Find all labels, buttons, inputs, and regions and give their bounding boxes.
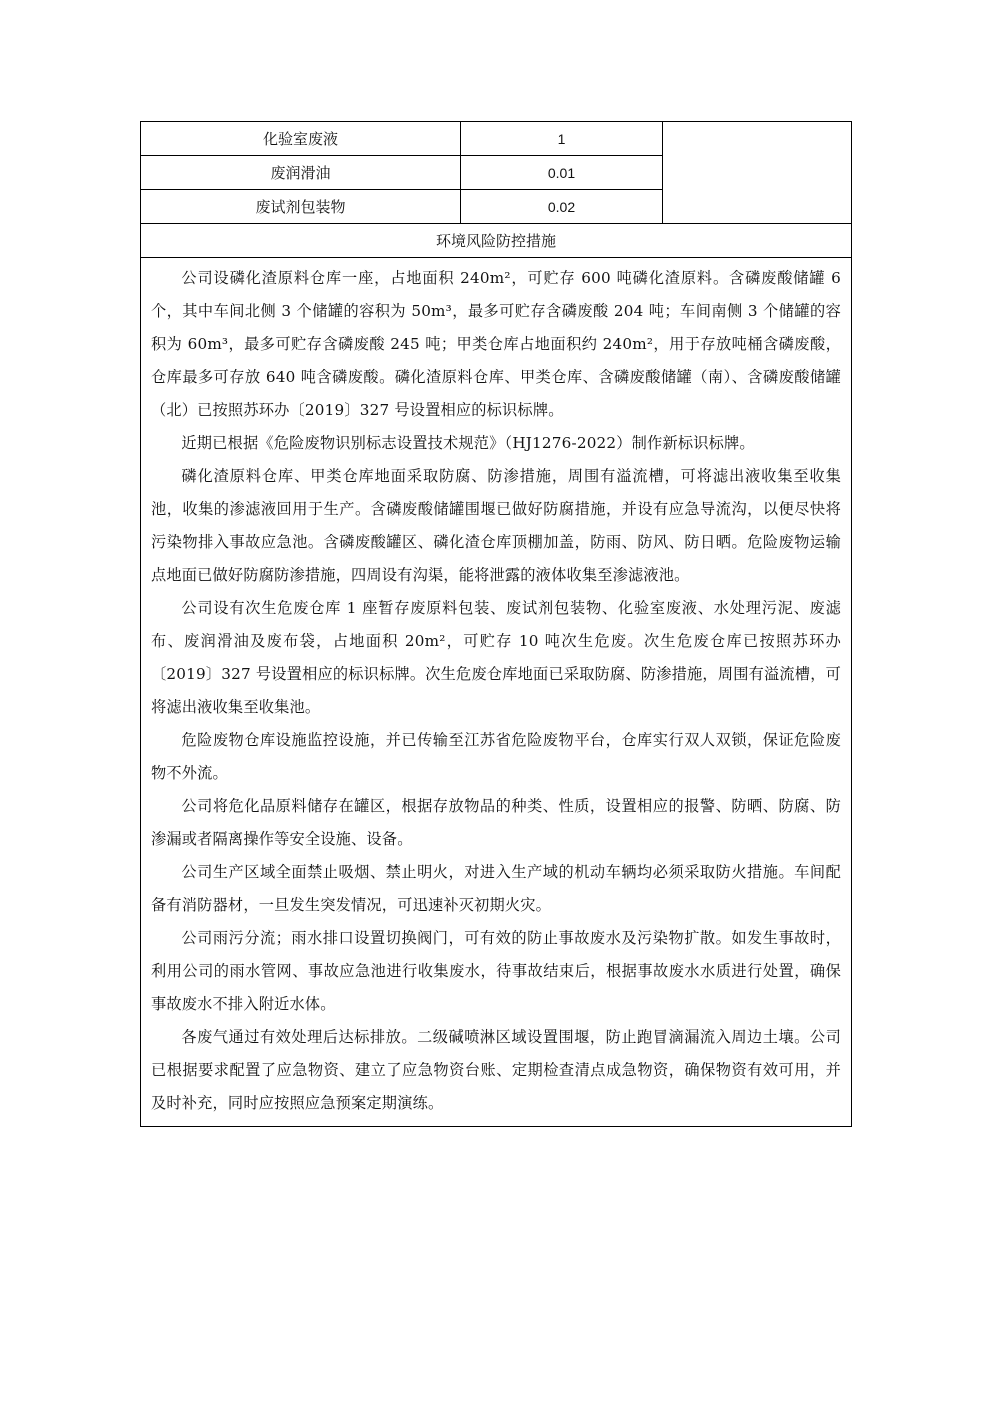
paragraph: 各废气通过有效处理后达标排放。二级碱喷淋区域设置围堰，防止跑冒滴漏流入周边土壤。公司已根据要求配置了应急物资、建立了应急物资台账、定期检查清点成急物资，确保物资有效可用，并及时补充，同时应按照应急预案定期演练。 (151, 1028, 841, 1112)
waste-name-cell: 化验室废液 (141, 122, 461, 155)
paragraph: 近期已根据《危险废物识别标志设置技术规范》（HJ1276-2022）制作新标识标牌。 (181, 434, 755, 452)
section-title: 环境风险防控措施 (141, 224, 851, 258)
document-table (140, 121, 852, 1127)
waste-amount-cell: 0.01 (461, 156, 663, 189)
paragraph: 公司设磷化渣原料仓库一座，占地面积 240m²，可贮存 600 吨磷化渣原料。含磷废酸储罐 6 个，其中车间北侧 3 个储罐的容积为 50m³，最多可贮存含磷废酸 204 吨；车间南侧 3 个储罐的容积为 60m³，最多可贮存含磷废酸 245 吨；甲类仓库占地面积约 240m²，用于存放吨桶含磷废酸，仓库最多可存放 640 吨含磷废酸。磷化渣原料仓库、甲类仓库、含磷废酸储罐（南）、含磷废酸储罐（北）已按照苏环办〔2019〕327 号设置相应的标识标牌。 (151, 269, 841, 419)
measures-body (141, 258, 851, 1126)
paragraph: 公司将危化品原料储存在罐区，根据存放物品的种类、性质，设置相应的报警、防晒、防腐、防渗漏或者隔离操作等安全设施、设备。 (151, 797, 841, 848)
waste-table (141, 122, 851, 224)
waste-name-cell: 废试剂包装物 (141, 190, 461, 223)
paragraph: 公司雨污分流；雨水排口设置切换阀门，可有效的防止事故废水及污染物扩散。如发生事故时，利用公司的雨水管网、事故应急池进行收集废水，待事故结束后，根据事故废水水质进行处置，确保事故废水不排入附近水体。 (151, 929, 841, 1013)
paragraph: 磷化渣原料仓库、甲类仓库地面采取防腐、防渗措施，周围有溢流槽，可将滤出液收集至收集池，收集的渗滤液回用于生产。含磷废酸储罐围堰已做好防腐措施，并设有应急导流沟，以便尽快将污染物排入事故应急池。含磷废酸罐区、磷化渣仓库顶棚加盖，防雨、防风、防日晒。危险废物运输点地面已做好防腐防渗措施，四周设有沟渠，能将泄露的液体收集至渗滤液池。 (151, 467, 841, 584)
waste-amount-cell: 0.02 (461, 190, 663, 223)
merged-remarks-cell (663, 122, 851, 224)
paragraph: 危险废物仓库设施监控设施，并已传输至江苏省危险废物平台，仓库实行双人双锁，保证危险废物不外流。 (151, 731, 841, 782)
paragraph: 公司设有次生危废仓库 1 座暂存废原料包装、废试剂包装物、化验室废液、水处理污泥、废滤布、废润滑油及废布袋，占地面积 20m²，可贮存 10 吨次生危废。次生危废仓库已按照苏环办〔2019〕327 号设置相应的标识标牌。次生危废仓库地面已采取防腐、防渗措施，周围有溢流槽，可将滤出液收集至收集池。 (151, 599, 841, 716)
paragraph: 公司生产区域全面禁止吸烟、禁止明火，对进入生产域的机动车辆均必须采取防火措施。车间配备有消防器材，一旦发生突发情况，可迅速补灭初期火灾。 (151, 863, 841, 914)
waste-amount-cell: 1 (461, 122, 663, 155)
waste-name-cell: 废润滑油 (141, 156, 461, 189)
